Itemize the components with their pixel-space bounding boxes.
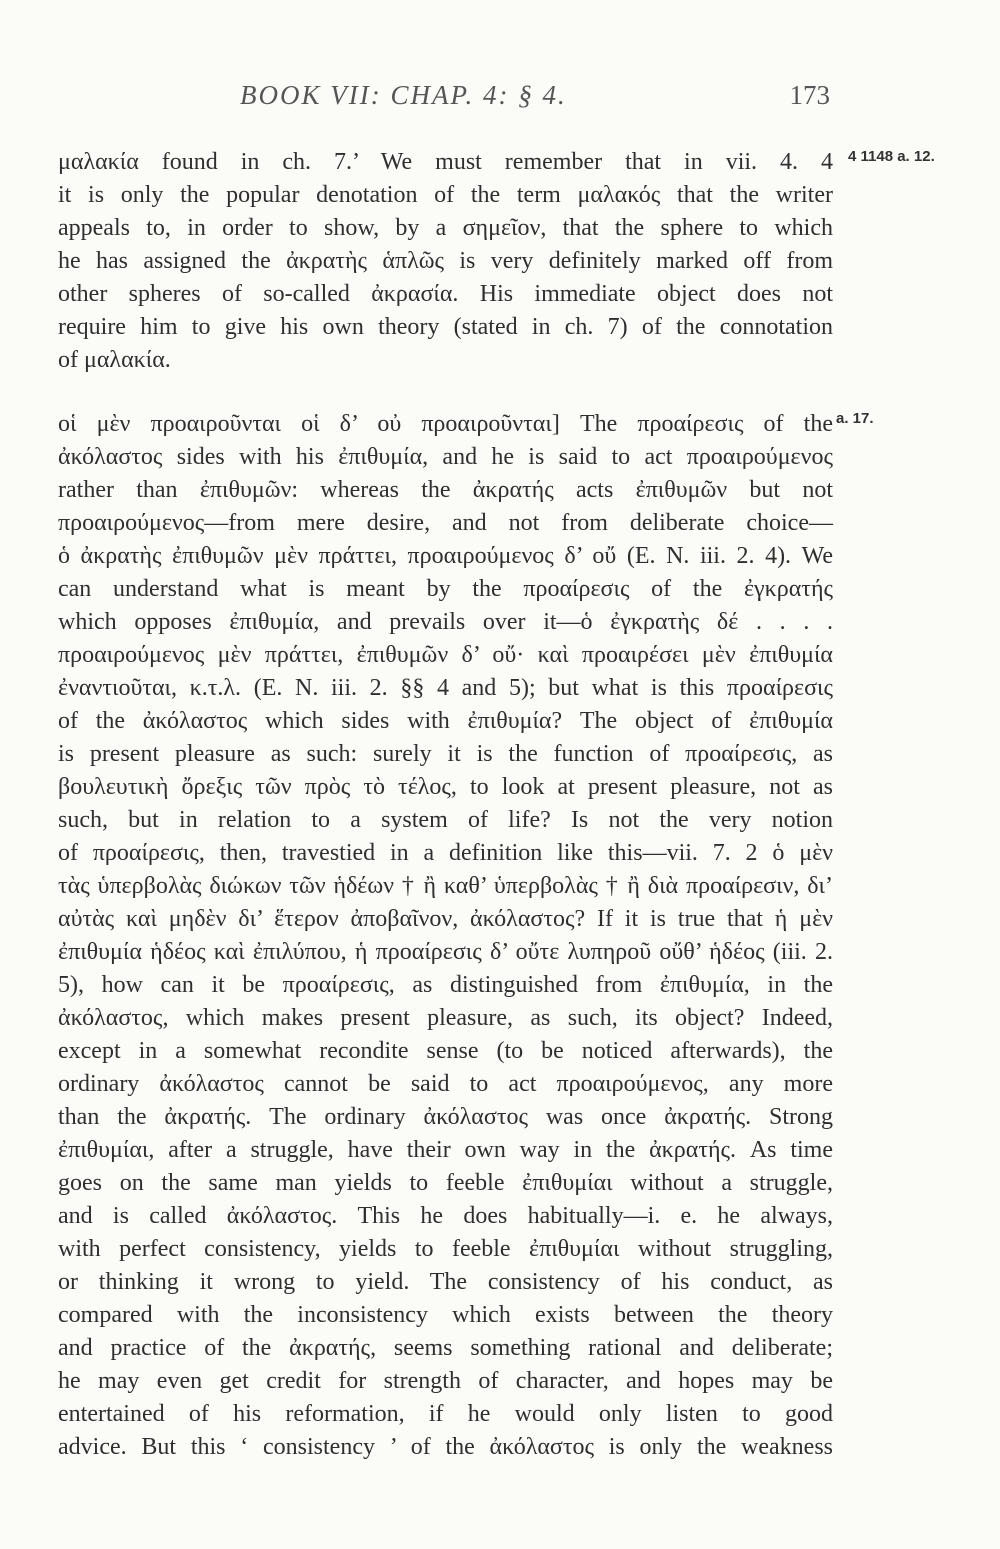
- running-head: [60, 80, 830, 120]
- text-line: or thinking it wrong to yield. The consistency of his conduct, as: [58, 1269, 833, 1295]
- text-line: of μαλακία.: [58, 347, 171, 373]
- paragraph-proairesis: [58, 408, 833, 1464]
- text-line: compared with the inconsistency which exists between the theory: [58, 1302, 833, 1328]
- text-line: require him to give his own theory (stated in ch. 7) of the connotation: [58, 314, 833, 340]
- paragraph-malakia: [58, 146, 833, 377]
- text-line: 5), how can it be προαίρεσις, as distinguished from ἐπιθυμία, in the: [58, 972, 833, 998]
- text-line: than the ἀκρατής. The ordinary ἀκόλαστος was once ἀκρατής. Strong: [58, 1104, 833, 1130]
- text-line: except in a somewhat recondite sense (to be noticed afterwards), the: [58, 1038, 833, 1064]
- text-line: appeals to, in order to show, by a σημεῖον, that the sphere to which: [58, 215, 833, 241]
- text-line: ἀκόλαστος, which makes present pleasure, as such, its object? Indeed,: [58, 1005, 833, 1031]
- text-line: goes on the same man yields to feeble ἐπιθυμίαι without a struggle,: [58, 1170, 833, 1196]
- text-line: he may even get credit for strength of character, and hopes may be: [58, 1368, 833, 1394]
- text-line: βουλευτικὴ ὄρεξις τῶν πρὸς τὸ τέλος, to look at present pleasure, not as: [58, 774, 833, 800]
- text-line: such, but in relation to a system of life? Is not the very notion: [58, 807, 833, 833]
- text-line: ἀκόλαστος sides with his ἐπιθυμία, and he is said to act προαιρούμενος: [58, 444, 833, 470]
- page-number: 173: [789, 80, 830, 110]
- text-line: and is called ἀκόλαστος. This he does habitually—i. e. he always,: [58, 1203, 833, 1229]
- text-line: τὰς ὑπερβολὰς διώκων τῶν ἡδέων † ἢ καθ’ ὑπερβολὰς † ἢ διὰ προαίρεσιν, δι’: [58, 873, 833, 899]
- text-line: entertained of his reformation, if he would only listen to good: [58, 1401, 833, 1427]
- text-line: αὐτὰς καὶ μηδὲν δι’ ἕτερον ἀποβαῖνον, ἀκόλαστος? If it is true that ἡ μὲν: [58, 906, 833, 932]
- text-line: other spheres of so-called ἀκρασία. His immediate object does not: [58, 281, 833, 307]
- text-line: οἱ μὲν προαιροῦνται οἱ δ’ οὐ προαιροῦνται] The προαίρεσις of the: [58, 411, 833, 437]
- text-line: with perfect consistency, yields to feeble ἐπιθυμίαι without struggling,: [58, 1236, 833, 1262]
- text-line: προαιρούμενος μὲν πράττει, ἐπιθυμῶν δ’ οὔ· καὶ προαιρέσει μὲν ἐπιθυμία: [58, 642, 833, 668]
- text-line: can understand what is meant by the προαίρεσις of the ἐγκρατής: [58, 576, 833, 602]
- margin-note-a17: a. 17.: [836, 410, 874, 427]
- text-line: and practice of the ἀκρατής, seems something rational and deliberate;: [58, 1335, 833, 1361]
- text-line: of προαίρεσις, then, travestied in a definition like this—vii. 7. 2 ὁ μὲν: [58, 840, 833, 866]
- text-line: προαιρούμενος—from mere desire, and not from deliberate choice—: [58, 510, 833, 536]
- text-line: ἐπιθυμίαι, after a struggle, have their own way in the ἀκρατής. As time: [58, 1137, 833, 1163]
- text-line: ἐναντιοῦται, κ.τ.λ. (E. N. iii. 2. §§ 4 and 5); but what is this προαίρεσις: [58, 675, 833, 701]
- text-line: which opposes ἐπιθυμία, and prevails over it—ὁ ἐγκρατὴς δέ . . . .: [58, 609, 833, 635]
- text-line: advice. But this ‘ consistency ’ of the ἀκόλαστος is only the weakness: [58, 1434, 833, 1460]
- text-line: ἐπιθυμία ἡδέος καὶ ἐπιλύπου, ἡ προαίρεσις δ’ οὔτε λυπηροῦ οὔθ’ ἡδέος (iii. 2.: [58, 939, 833, 965]
- text-line: he has assigned the ἀκρατὴς ἁπλῶς is very definitely marked off from: [58, 248, 833, 274]
- text-line: is present pleasure as such: surely it is the function of προαίρεσις, as: [58, 741, 833, 767]
- text-line: rather than ἐπιθυμῶν: whereas the ἀκρατής acts ἐπιθυμῶν but not: [58, 477, 833, 503]
- text-line: of the ἀκόλαστος which sides with ἐπιθυμία? The object of ἐπιθυμία: [58, 708, 833, 734]
- text-line: ordinary ἀκόλαστος cannot be said to act προαιρούμενος, any more: [58, 1071, 833, 1097]
- running-title: BOOK VII: CHAP. 4: § 4.: [240, 80, 567, 110]
- text-line: ὁ ἀκρατὴς ἐπιθυμῶν μὲν πράττει, προαιρούμενος δ’ οὔ (E. N. iii. 2. 4). We: [58, 543, 833, 569]
- text-line: μαλακία found in ch. 7.’ We must remember that in vii. 4. 4: [58, 149, 833, 175]
- margin-note-1148a12: 4 1148 a. 12.: [848, 148, 935, 165]
- text-line: it is only the popular denotation of the term μαλακός that the writer: [58, 182, 833, 208]
